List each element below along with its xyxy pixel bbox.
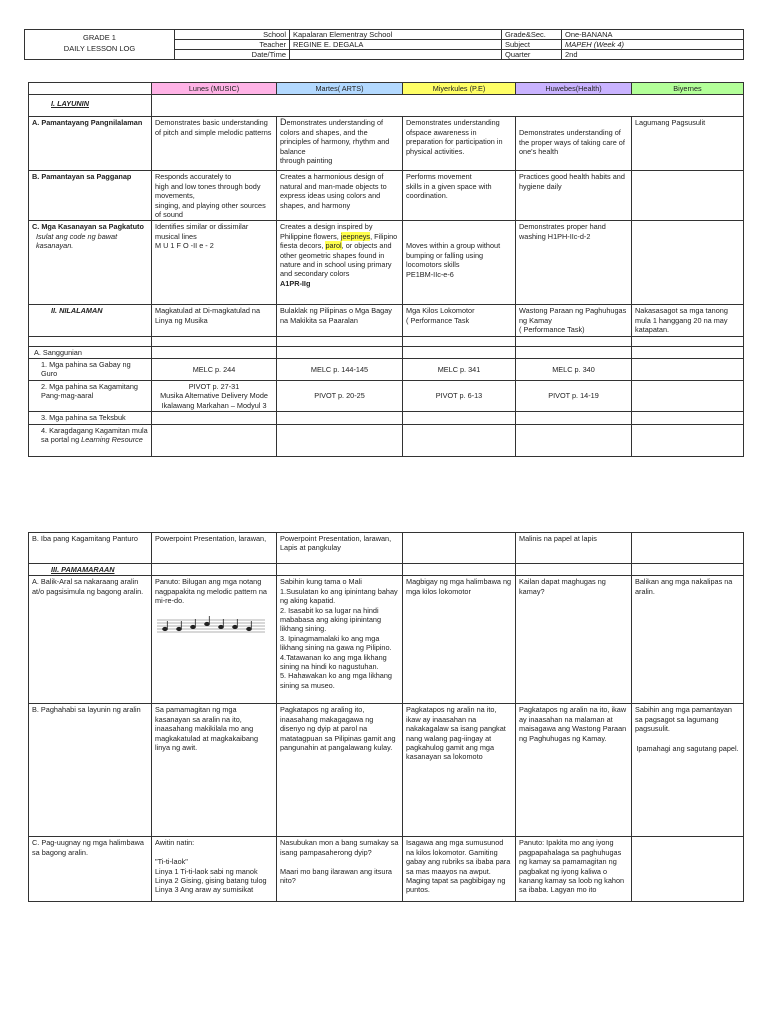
day-header-thursday: Huwebes(Health) bbox=[516, 83, 632, 95]
log-title: DAILY LESSON LOG bbox=[63, 44, 136, 53]
cell-b-wed: Performs movement skills in a given space with coordination. bbox=[403, 171, 516, 221]
cell-iba-fri bbox=[632, 533, 744, 564]
cell-r4-fri bbox=[632, 424, 744, 456]
cell-pB-tue: Pagkatapos ng araling ito, inaasahang makagagawa ng disenyo ng dyip at parol na matatagpuan sa Pilipinas gamit ang pangunahin at pangalawang kulay. bbox=[277, 704, 403, 837]
pam-thu bbox=[516, 564, 632, 576]
cell-pA-fri: Balikan ang mga nakalipas na aralin. bbox=[632, 576, 744, 704]
cell-a-thu-text: Demonstrates understanding of the proper ways of taking care of one's health bbox=[519, 128, 625, 157]
karagdagang-italic: Learning Resource bbox=[81, 434, 143, 444]
cell-a-tue bbox=[277, 117, 403, 171]
cell-a-thu bbox=[516, 117, 632, 171]
cell-r1-fri bbox=[632, 359, 744, 381]
lesson-table-part1 bbox=[28, 82, 744, 457]
cell-a-fri: Lagumang Pagsusulit bbox=[632, 117, 744, 171]
teacher-value: REGINE E. DEGALA bbox=[290, 40, 502, 50]
row-label-teksbuk: 3. Mga pahina sa Teksbuk bbox=[29, 412, 152, 424]
cell-b-tue: Creates a harmonious design of natural and man-made objects to express ideas using colors and shapes, and harmony bbox=[277, 171, 403, 221]
corner-cell bbox=[29, 83, 152, 95]
cell-c-tue-text-b: , Filipino fiesta decors, bbox=[280, 231, 398, 251]
cell-c-mon-text: Identifies similar or dissimilar musical lines bbox=[155, 222, 249, 241]
cell-r3-thu bbox=[516, 412, 632, 424]
row-label-kasanayan-title: C. Mga Kasanayan sa Pagkatuto bbox=[32, 222, 144, 232]
row-label-pamantayan-sa-pagganap: B. Pamantayan sa Pagganap bbox=[29, 171, 152, 221]
spacer-label bbox=[29, 336, 152, 346]
day-header-monday: Lunes (MUSIC) bbox=[152, 83, 277, 95]
cell-pB-fri-text-b: Ipamahagi ang sagutang papel. bbox=[636, 743, 739, 753]
note-3 bbox=[191, 625, 196, 628]
cell-r2-tue: PIVOT p. 20-25 bbox=[277, 380, 403, 411]
cell-c-tue-text-c: , or objects and other geometric shapes found in nature and in school using primary and secondary colors bbox=[280, 241, 392, 279]
cell-pB-thu: Pagkatapos ng aralin na ito, ikaw ay inaasahan na malaman at maisagawa ang Wastong Paraan ng Paghuhugas ng Kamay. bbox=[516, 704, 632, 837]
cell-c-wed-code: PE1BM-IIc-e-6 bbox=[406, 269, 454, 279]
cell-nil-wed: Mga Kilos Lokomotor ( Performance Task bbox=[403, 305, 516, 336]
cell-pB-fri bbox=[632, 704, 744, 837]
row-label-karagdagang-kagamitan bbox=[29, 424, 152, 456]
cell-c-fri bbox=[632, 221, 744, 305]
spacer-wed bbox=[403, 336, 516, 346]
section-layunin bbox=[29, 95, 152, 117]
section-nilalaman bbox=[29, 305, 152, 336]
sang-wed bbox=[403, 346, 516, 358]
row-label-balik-aral: A. Balik-Aral sa nakaraang aralin at/o pagsisimula ng bagong aralin. bbox=[29, 576, 152, 704]
pam-fri bbox=[632, 564, 744, 576]
cell-c-mon bbox=[152, 221, 277, 305]
lesson-table-part2 bbox=[28, 532, 744, 902]
cell-iba-thu: Malinis na papel at lapis bbox=[516, 533, 632, 564]
note-5 bbox=[219, 625, 224, 628]
section-nilalaman-title: II. NILALAMAN bbox=[51, 306, 103, 316]
sang-tue bbox=[277, 346, 403, 358]
row-label-kasanayan bbox=[29, 221, 152, 305]
row-label-paghahabi: B. Paghahabi sa layunin ng aralin bbox=[29, 704, 152, 837]
datetime-label: Date/Time bbox=[175, 50, 290, 60]
cell-pC-mon: Awitin natin: "Ti-ti-laok" Linya 1 Ti-ti-laok sabi ng manok Linya 2 Gising, gising batang tulog Linya 3 Ang araw ay sumisikat bbox=[152, 837, 277, 902]
cell-b-thu: Practices good health habits and hygiene daily bbox=[516, 171, 632, 221]
cell-r4-tue bbox=[277, 424, 403, 456]
cell-pA-thu: Kailan dapat maghugas ng kamay? bbox=[516, 576, 632, 704]
cell-nil-tue: Bulaklak ng Pilipinas o Mga Bagay na Makikita sa Paaralan bbox=[277, 305, 403, 336]
cell-c-tue-highlight-jeepneys: jeepneys bbox=[340, 231, 371, 241]
school-value: Kapalaran Elementray School bbox=[290, 30, 502, 40]
cell-pA-wed: Magbigay ng mga halimbawa ng mga kilos lokomotor bbox=[403, 576, 516, 704]
subject-label: Subject bbox=[502, 40, 562, 50]
cell-r2-mon: PIVOT p. 27-31 Musika Alternative Delivery Mode Ikalawang Markahan – Modyul 3 bbox=[152, 380, 277, 411]
cell-r1-tue: MELC p. 144-145 bbox=[277, 359, 403, 381]
day-header-wednesday: Miyerkules (P.E) bbox=[403, 83, 516, 95]
cell-r3-mon bbox=[152, 412, 277, 424]
school-label: School bbox=[175, 30, 290, 40]
cell-iba-wed bbox=[403, 533, 516, 564]
spacer-fri bbox=[632, 336, 744, 346]
cell-pC-tue: Nasubukan mon a bang sumakay sa isang pampasaherong dyip? Maari mo bang ilarawan ang itsura nito? bbox=[277, 837, 403, 902]
sang-mon bbox=[152, 346, 277, 358]
cell-pB-wed: Pagkatapos ng aralin na ito, ikaw ay inaasahan na nakakagalaw sa isang pangkat nang walang pag-iingay at pagkahulog gamit ang mga kasanayan sa lokomoto bbox=[403, 704, 516, 837]
note-2 bbox=[177, 627, 182, 630]
row-label-iba-pang-kagamitan: B. Iba pang Kagamitang Panturo bbox=[29, 533, 152, 564]
sang-thu bbox=[516, 346, 632, 358]
spacer-thu bbox=[516, 336, 632, 346]
cell-pC-fri bbox=[632, 837, 744, 902]
day-header-friday: Biyernes bbox=[632, 83, 744, 95]
cell-pC-wed: Isagawa ang mga sumusunod na kilos lokomotor. Gamiting gabay ang rubriks sa ibaba para sa mas maayos na awput. Maging tapat sa pagbibigay ng puntos. bbox=[403, 837, 516, 902]
note-1 bbox=[163, 627, 168, 630]
cell-pA-mon-text: Panuto: Bilugan ang mga notang nagpapakita ng melodic pattern na mi-re-do. bbox=[155, 577, 267, 606]
subject-value: MAPEH (Week 4) bbox=[562, 40, 744, 50]
cell-a-wed: Demonstrates understanding ofspace awareness in preparation for participation in physical activities. bbox=[403, 117, 516, 171]
layunin-blank bbox=[152, 95, 744, 117]
melodic-pattern-staff bbox=[155, 612, 267, 638]
pam-wed bbox=[403, 564, 516, 576]
cell-r1-wed: MELC p. 341 bbox=[403, 359, 516, 381]
cell-c-tue-text-a: Creates a design inspired by Philippine flowers, bbox=[280, 222, 373, 241]
cell-r3-wed bbox=[403, 412, 516, 424]
karagdagang-text: 4. Karagdagang Kagamitan mula sa portal ng bbox=[41, 425, 148, 444]
cell-r1-mon: MELC p. 244 bbox=[152, 359, 277, 381]
grade-text: GRADE 1 bbox=[83, 33, 116, 42]
cell-c-tue-highlight-parol: parol bbox=[325, 241, 342, 251]
cell-iba-tue: Powerpoint Presentation, larawan, Lapis at pangkulay bbox=[277, 533, 403, 564]
gradesec-label: Grade&Sec. bbox=[502, 30, 562, 40]
cell-r4-thu bbox=[516, 424, 632, 456]
note-7 bbox=[247, 627, 252, 630]
cell-r2-wed: PIVOT p. 6-13 bbox=[403, 380, 516, 411]
cell-c-tue bbox=[277, 221, 403, 305]
cell-nil-fri: Nakasasagot sa mga tanong mula 1 hanggang 20 na may katapatan. bbox=[632, 305, 744, 336]
cell-r1-thu: MELC p. 340 bbox=[516, 359, 632, 381]
row-label-kasanayan-note: Isulat ang code ng bawat kasanayan. bbox=[36, 231, 118, 251]
cell-r2-fri bbox=[632, 380, 744, 411]
header-table bbox=[24, 29, 744, 60]
row-label-sanggunian: A. Sanggunian bbox=[29, 346, 152, 358]
cell-r4-wed bbox=[403, 424, 516, 456]
cell-nil-mon: Magkatulad at Di-magkatulad na Linya ng Musika bbox=[152, 305, 277, 336]
teacher-label: Teacher bbox=[175, 40, 290, 50]
cell-pC-thu: Panuto: Ipakita mo ang iyong pagpapahalaga sa paghuhugas ng kamay sa pamamagitan ng pagbakat ng iyong kaliwa o kanang kamay sa loob ng kahon sa ibaba. Lagyan mo ito bbox=[516, 837, 632, 902]
sang-fri bbox=[632, 346, 744, 358]
cell-c-tue-code: A1PR-IIg bbox=[280, 278, 311, 288]
note-4 bbox=[205, 622, 210, 625]
day-header-tuesday: Martes( ARTS) bbox=[277, 83, 403, 95]
cell-r2-thu: PIVOT p. 14-19 bbox=[516, 380, 632, 411]
cell-iba-mon: Powerpoint Presentation, larawan, bbox=[152, 533, 277, 564]
cell-pB-mon: Sa pamamagitan ng mga kasanayan sa aralin na ito, inaasahang makikilala mo ang magkakatulad at magkakaibang linya ng awit. bbox=[152, 704, 277, 837]
quarter-value: 2nd bbox=[562, 50, 744, 60]
row-label-pag-uugnay: C. Pag-uugnay ng mga halimbawa sa bagong aralin. bbox=[29, 837, 152, 902]
cell-b-mon: Responds accurately to high and low tones through body movements, singing, and playing other sources of sound bbox=[152, 171, 277, 221]
section-pamamaraan bbox=[29, 564, 152, 576]
cell-a-tue-text: emonstrates understanding of colors and shapes, and the principles of harmony, rhythm and balance through painting bbox=[280, 118, 390, 166]
header-grade-cell bbox=[25, 30, 175, 60]
cell-pA-tue: Sabihin kung tama o Mali 1.Susulatan ko ang ipinintang bahay ng aking kapatid. 2. Isasabit ko sa lugar na hindi mababasa ang aking ipinintang likhang sining. 3. Ipinagmamalaki ko ang mga likhang sining na gawa ng Pilipino. 4.Tatawanan ko ang mga likhang sining na hindi ko nagustuhan. 5. Hahawakan ko ang mga likhang sining sa museo. bbox=[277, 576, 403, 704]
cell-a-tue-initial: D bbox=[280, 117, 287, 128]
pam-tue bbox=[277, 564, 403, 576]
spacer-tue bbox=[277, 336, 403, 346]
datetime-value bbox=[290, 50, 502, 60]
cell-nil-thu: Wastong Paraan ng Paghuhugas ng Kamay ( Performance Task) bbox=[516, 305, 632, 336]
section-layunin-title: I. LAYUNIN bbox=[51, 99, 89, 109]
cell-c-thu: Demonstrates proper hand washing H1PH-IIc-d-2 bbox=[516, 221, 632, 305]
cell-c-mon-code: M U 1 F O -II e - 2 bbox=[155, 241, 214, 251]
section-pamamaraan-title: III. PAMAMARAAN bbox=[51, 565, 115, 574]
row-label-kagamitang-mag-aaral: 2. Mga pahina sa Kagamitang Pang-mag-aaral bbox=[29, 380, 152, 411]
cell-r3-tue bbox=[277, 412, 403, 424]
row-label-pamantayang-pangnilalaman: A. Pamantayang Pangnilalaman bbox=[29, 117, 152, 171]
cell-r3-fri bbox=[632, 412, 744, 424]
gradesec-value: One-BANANA bbox=[562, 30, 744, 40]
spacer-mon bbox=[152, 336, 277, 346]
cell-c-wed bbox=[403, 221, 516, 305]
cell-b-fri bbox=[632, 171, 744, 221]
quarter-label: Quarter bbox=[502, 50, 562, 60]
cell-r4-mon bbox=[152, 424, 277, 456]
note-6 bbox=[233, 625, 238, 628]
cell-pA-mon bbox=[152, 576, 277, 704]
pam-mon bbox=[152, 564, 277, 576]
cell-a-mon: Demonstrates basic understanding of pitch and simple melodic patterns bbox=[152, 117, 277, 171]
cell-pB-fri-text-a: Sabihin ang mga pamantayan sa pagsagot sa lagumang pagsusulit. bbox=[635, 705, 732, 734]
cell-c-wed-text: Moves within a group without bumping or falling using locomotors skills bbox=[406, 241, 501, 270]
row-label-gabay-guro: 1. Mga pahina sa Gabay ng Guro bbox=[29, 359, 152, 381]
